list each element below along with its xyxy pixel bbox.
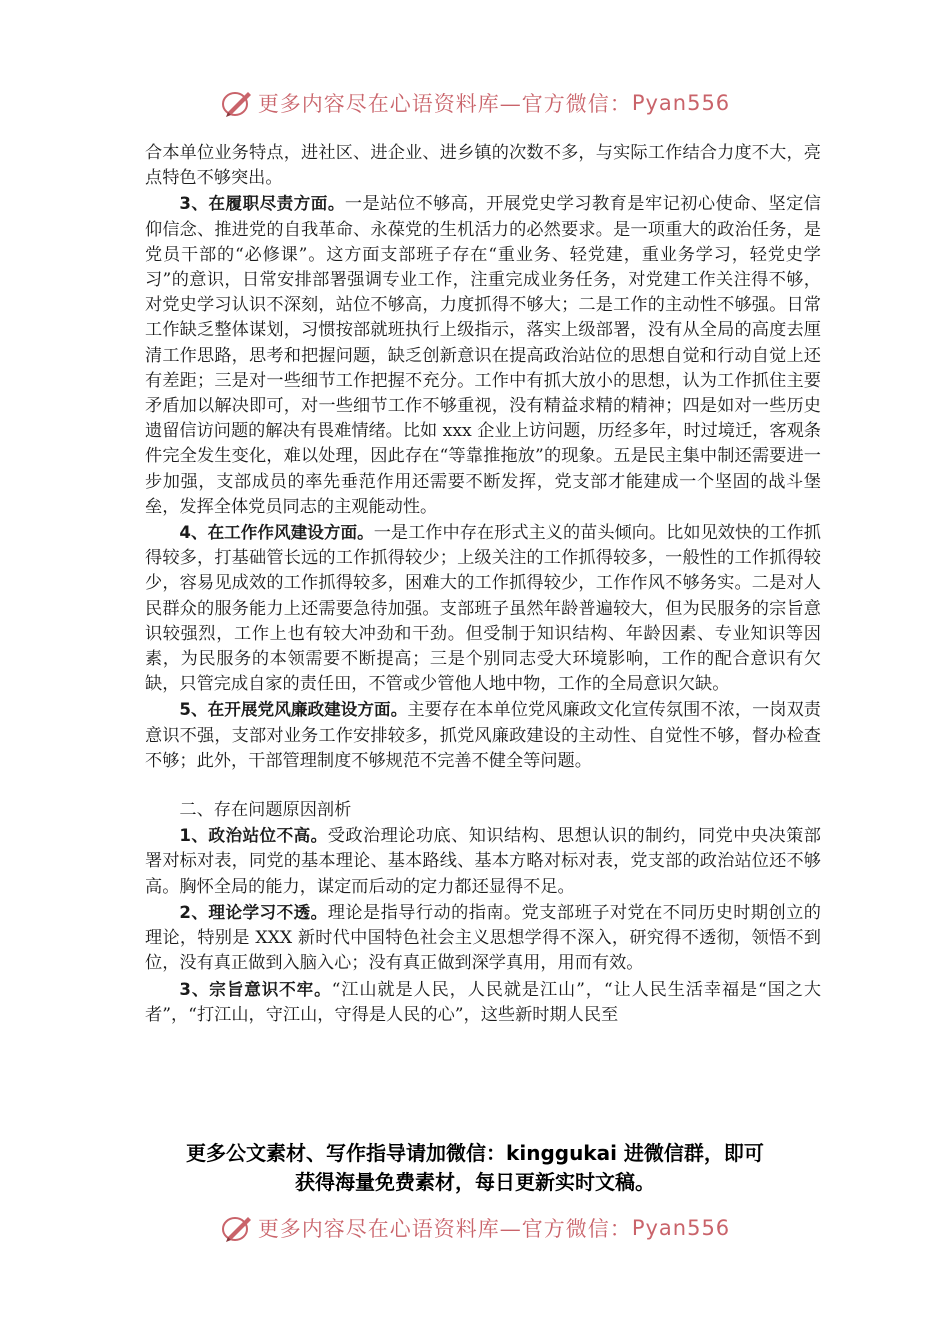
paragraph bbox=[145, 697, 821, 774]
paragraph bbox=[145, 823, 821, 900]
paragraph-heading: 4、在工作作风建设方面。 bbox=[179, 523, 374, 543]
pen-circle-icon bbox=[220, 1213, 254, 1243]
paragraph bbox=[145, 977, 821, 1028]
watermark-text: 更多内容尽在心语资料库—官方微信： bbox=[257, 1217, 632, 1241]
paragraph-text: 受政治理论功底、知识结构、思想认识的制约，同党中央决策部署对标对表，同党的基本理论、基本路线、基本方略对标对表，党支部的政治站位还不够高。胸怀全局的能力，谋定而后动的定力都还显得不足。 bbox=[145, 826, 821, 897]
paragraph-heading: 1、政治站位不高。 bbox=[179, 826, 328, 846]
section-title: 二、存在问题原因剖析 bbox=[179, 800, 352, 821]
paragraph-heading: 3、宗旨意识不牢。 bbox=[179, 979, 332, 999]
paragraph-heading: 5、在开展党风廉政建设方面。 bbox=[179, 700, 408, 720]
watermark-id: Pyan556 bbox=[631, 1216, 731, 1240]
promo-banner bbox=[0, 1139, 950, 1197]
footer-watermark bbox=[0, 1213, 950, 1243]
paragraph bbox=[145, 520, 821, 697]
watermark-id: Pyan556 bbox=[631, 91, 731, 115]
paragraph-text: 一是工作中存在形式主义的苗头倾向。比如见效快的工作抓得较多，打基础管长远的工作抓得较少；上级关注的工作抓得较多，一般性的工作抓得较少，容易见成效的工作抓得较多，困难大的工作抓得较少，工作作风不够务实。二是对人民群众的服务能力上还需要急待加强。支部班子虽然年龄普遍较大，但为民服务的宗旨意识较强烈，工作上也有较大冲劲和干劲。但受制于知识结构、年龄因素、专业知识等因素，为民服务的本领需要不断提高；三是个别同志受大环境影响，工作的配合意识有欠缺，只管完成自家的责任田，不管或少管他人地中物，工作的全局意识欠缺。 bbox=[145, 523, 821, 695]
pen-circle-icon bbox=[220, 88, 254, 118]
paragraph bbox=[145, 191, 821, 520]
paragraph-text: “江山就是人民，人民就是江山”，“让人民生活幸福是“国之大者”，“打江山，守江山，守得是人民的心”，这些新时期人民至 bbox=[145, 979, 822, 1025]
paragraph-text: 主要存在本单位党风廉政文化宣传氛围不浓，一岗双责意识不强，支部对业务工作安排较多，抓党风廉政建设的主动性、自觉性不够，督办检查不够；此外，干部管理制度不够规范不完善不健全等问题。 bbox=[145, 700, 821, 771]
paragraph-heading: 2、理论学习不透。 bbox=[179, 902, 328, 922]
paragraph-text: 理论是指导行动的指南。党支部班子对党在不同历史时期创立的理论，特别是 XXX 新时代中国特色社会主义思想学得不深入，研究得不透彻，领悟不到位，没有真正做到入脑入心；没有真正做到深学真用，用而有效。 bbox=[145, 902, 821, 974]
promo-line: 更多公文素材、写作指导请加微信：kinggukai 进微信群，即可 bbox=[186, 1141, 764, 1165]
watermark-text: 更多内容尽在心语资料库—官方微信： bbox=[257, 92, 632, 116]
header-watermark bbox=[0, 88, 950, 118]
paragraph: 合本单位业务特点，进社区、进企业、进乡镇的次数不多，与实际工作结合力度不大，亮点特色不够突出。 bbox=[145, 143, 821, 189]
promo-line: 获得海量免费素材，每日更新实时文稿。 bbox=[295, 1170, 655, 1194]
paragraph-heading: 3、在履职尽责方面。 bbox=[179, 194, 345, 214]
paragraph bbox=[145, 900, 821, 977]
document-body bbox=[145, 141, 821, 1028]
paragraph-text: 一是站位不够高，开展党史学习教育是牢记初心使命、坚定信仰信念、推进党的自我革命、永葆党的生机活力的必然要求。是一项重大的政治任务，是党员干部的“必修课”。这方面支部班子存在“重业务、轻党建，重业务学习，轻党史学习”的意识，日常安排部署强调专业工作，注重完成业务任务，对党建工作关注得不够，对党史学习认识不深刻，站位不够高，力度抓得不够大；二是工作的主动性不够强。日常工作缺乏整体谋划，习惯按部就班执行上级指示，落实上级部署，没有从全局的高度去厘清工作思路，思考和把握问题，缺乏创新意识在提高政治站位的思想自觉和行动自觉上还有差距；三是对一些细节工作把握不充分。工作中有抓大放小的思想，认为工作抓住主要矛盾加以解决即可，对一些细节工作不够重视，没有精益求精的精神；四是如对一些历史遗留信访问题的解决有畏难情绪。比如 xxx 企业上访问题，历经多年，时过境迁，客观条件完全发生变化，难以处理，因此存在“等靠推拖放”的现象。五是民主集中制还需要进一步加强，支部成员的率先垂范作用还需要不断发挥，党支部才能建成一个坚固的战斗堡垒，发挥全体党员同志的主观能动性。 bbox=[145, 194, 821, 517]
